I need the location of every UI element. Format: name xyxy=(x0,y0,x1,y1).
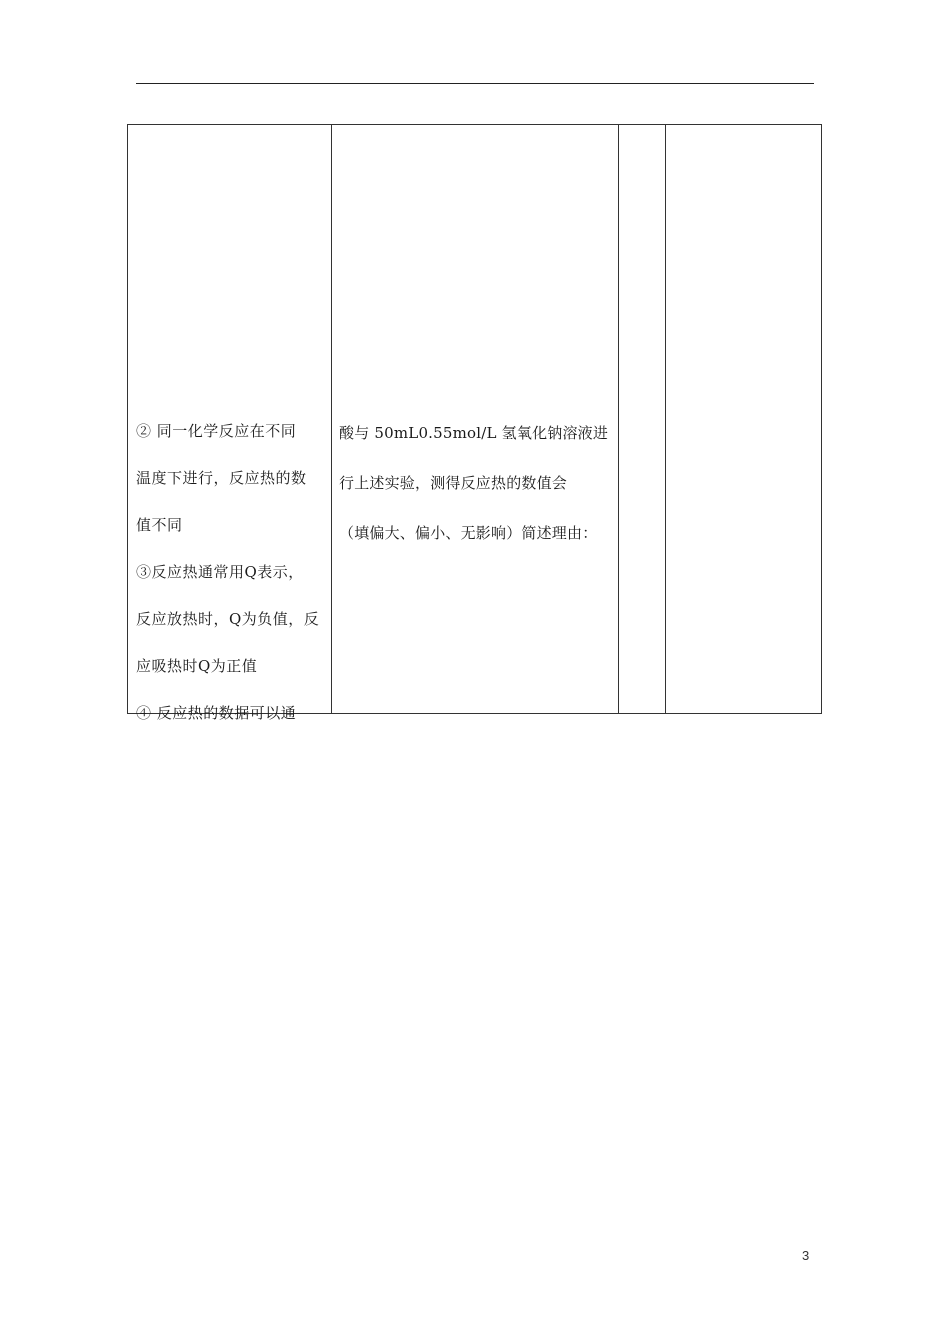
text-line: 值不同 xyxy=(136,516,183,534)
text-line: ② 同一化学反应在不同 xyxy=(136,422,297,440)
column-divider xyxy=(665,125,666,713)
page-number: 3 xyxy=(802,1248,810,1263)
text-line: ③反应热通常用Q表示， xyxy=(136,563,304,581)
text-line: 反应放热时，Q为负值，反 xyxy=(136,610,320,628)
text-line: 温度下进行，反应热的数 xyxy=(136,469,307,487)
column-divider xyxy=(618,125,619,713)
text-line: ④ 反应热的数据可以通 xyxy=(136,704,297,722)
experiment-question-cell xyxy=(339,408,614,558)
column-divider xyxy=(331,125,332,713)
text-line: 应吸热时Q为正值 xyxy=(136,657,258,675)
text-line: 酸与 50mL0.55mol/L 氢氧化钠溶液进 xyxy=(339,424,609,442)
text-line: （填偏大、偏小、无影响）简述理由： xyxy=(339,524,598,542)
knowledge-points-cell xyxy=(136,408,326,737)
text-line: 行上述实验，测得反应热的数值会 xyxy=(339,474,568,492)
header-rule xyxy=(136,83,814,84)
